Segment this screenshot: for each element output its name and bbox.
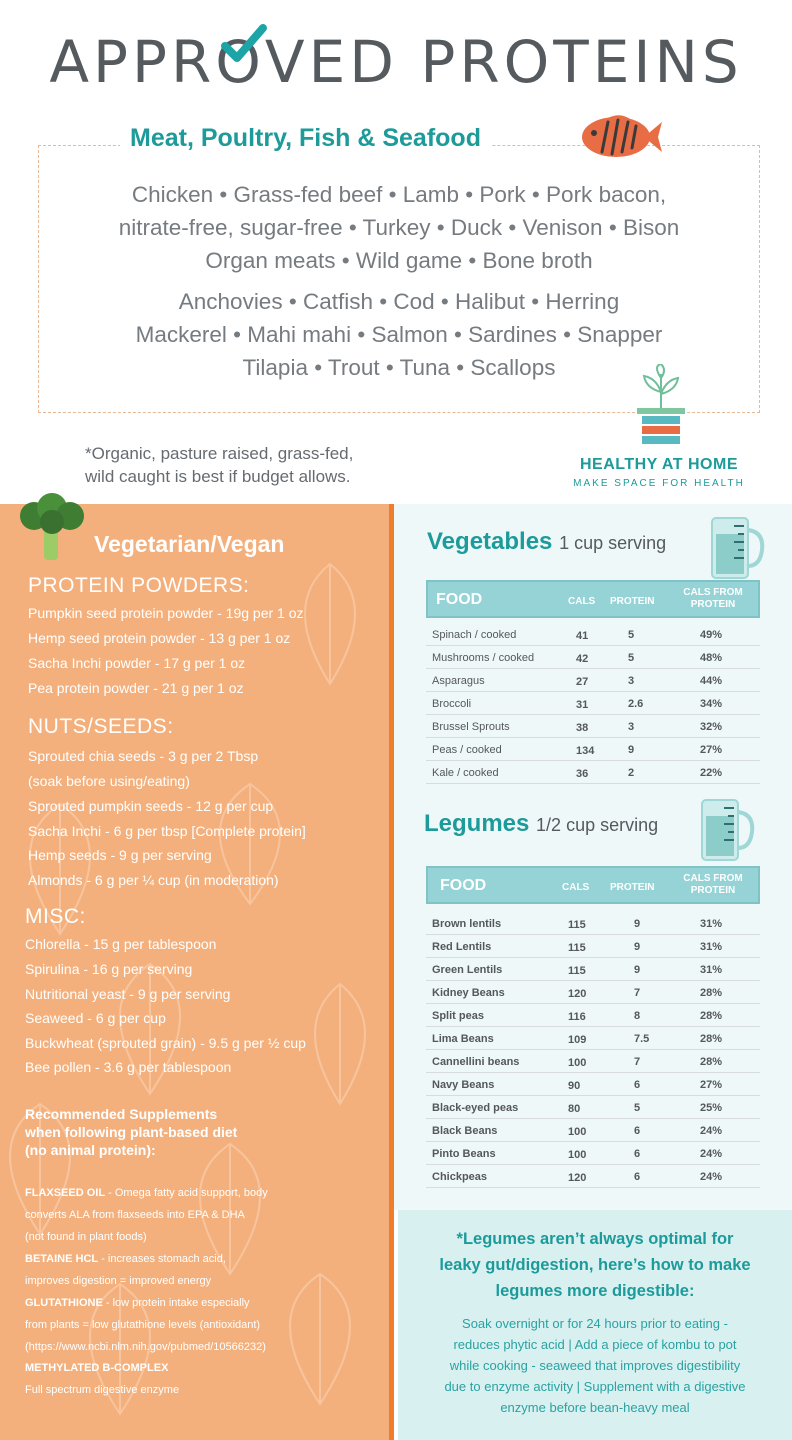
cell-food: Lima Beans [432, 1033, 494, 1045]
table-row [426, 935, 760, 958]
powder-item: Hemp seed protein powder - 13 g per 1 oz [28, 630, 291, 646]
supplement-line: from plants = low glutathione levels (antioxidant) [25, 1319, 261, 1331]
cell-pct: 32% [699, 721, 723, 733]
table-row [426, 1073, 760, 1096]
note-line-1: *Organic, pasture raised, grass-fed, [85, 444, 354, 463]
cell-protein: 2 [628, 767, 635, 779]
cell-food: Chickpeas [432, 1171, 488, 1183]
cell-protein: 9 [628, 744, 635, 756]
col-pct-line: CALS FROM [683, 873, 743, 884]
brand-tagline: MAKE SPACE FOR HEALTH [573, 478, 745, 489]
measuring-cup-icon [706, 514, 766, 580]
table-row [426, 1142, 760, 1165]
meat-heading: Meat, Poultry, Fish & Seafood [120, 124, 491, 153]
cell-pct: 31% [699, 964, 723, 976]
cell-protein: 3 [628, 675, 635, 687]
cell-food: Split peas [432, 1010, 484, 1022]
cell-protein: 5 [634, 1102, 641, 1114]
table-row [426, 912, 760, 935]
cell-cals: 134 [576, 745, 595, 757]
col-pct-line: CALS FROM [683, 587, 743, 598]
cell-cals: 120 [568, 988, 587, 1000]
powder-item: Pea protein powder - 21 g per 1 oz [28, 680, 244, 696]
cell-cals: 38 [576, 722, 589, 734]
sourcing-note [85, 442, 353, 488]
table-row [426, 1027, 760, 1050]
col-cals-from-protein [668, 587, 758, 611]
table-row [426, 1004, 760, 1027]
legumes-table [426, 866, 760, 1188]
cell-cals: 31 [576, 699, 589, 711]
cell-food: Broccoli [432, 698, 472, 710]
cell-protein: 9 [634, 941, 641, 953]
vegetarian-title: Vegetarian/Vegan [94, 531, 285, 557]
table-row [426, 623, 760, 646]
cell-pct: 31% [699, 941, 723, 953]
measuring-cup-icon [696, 796, 756, 862]
legume-tips [406, 1313, 784, 1418]
cell-pct: 44% [699, 675, 723, 687]
fish-icon [578, 112, 664, 162]
supplement-line: improves digestion = improved energy [25, 1275, 212, 1287]
table-row [426, 669, 760, 692]
brand-logo [562, 456, 756, 489]
cell-cals: 100 [568, 1126, 587, 1138]
nuts-seeds-heading: NUTS/SEEDS: [28, 715, 174, 738]
cell-protein: 7 [634, 987, 641, 999]
legumes-title [424, 810, 658, 838]
cell-cals: 42 [576, 653, 589, 665]
cell-pct: 24% [699, 1171, 723, 1183]
nuts-item: Sprouted pumpkin seeds - 12 g per cup [28, 798, 274, 814]
meat-list [38, 178, 760, 384]
cell-food: Cannellini beans [432, 1056, 520, 1068]
misc-item: Nutritional yeast - 9 g per serving [25, 986, 231, 1002]
col-protein: PROTEIN [610, 882, 655, 893]
cell-protein: 6 [634, 1079, 641, 1091]
cell-pct: 28% [699, 987, 723, 999]
cell-cals: 115 [568, 919, 586, 931]
cell-food: Peas / cooked [432, 744, 502, 756]
cell-protein: 3 [628, 721, 635, 733]
supplement-label: BETAINE HCL [25, 1253, 99, 1265]
tips-line: enzyme before bean-heavy meal [500, 1400, 690, 1415]
plant-pot-icon [634, 364, 688, 456]
legumes-title-text: Legumes [424, 810, 530, 837]
cell-pct: 27% [699, 744, 723, 756]
cell-food: Black-eyed peas [432, 1102, 519, 1114]
cell-food: Brussel Sprouts [432, 721, 510, 733]
cell-protein: 6 [634, 1125, 641, 1137]
cell-food: Kale / cooked [432, 767, 499, 779]
title-o-letter: O [215, 28, 265, 96]
cell-food: Asparagus [432, 675, 485, 687]
misc-item: Bee pollen - 3.6 g per tablespoon [25, 1059, 232, 1075]
supplement-betaine [25, 1253, 226, 1265]
cell-cals: 115 [568, 965, 586, 977]
vegetables-title [427, 528, 666, 556]
cell-protein: 5 [628, 652, 635, 664]
cell-cals: 115 [568, 942, 586, 954]
title-part-1: APPR [49, 28, 216, 96]
supplement-label: METHYLATED B-COMPLEX [25, 1362, 169, 1374]
protein-powders-heading: PROTEIN POWDERS: [28, 574, 250, 597]
warning-line: leaky gut/digestion, here’s how to make [439, 1256, 751, 1274]
cell-pct: 28% [699, 1010, 723, 1022]
meat-line-1: Chicken • Grass-fed beef • Lamb • Pork • Pork bacon, [131, 182, 667, 207]
cell-food: Mushrooms / cooked [432, 652, 535, 664]
supplement-line: converts ALA from flaxseeds into EPA & DHA [25, 1209, 245, 1221]
cell-food: Pinto Beans [432, 1148, 496, 1160]
legume-warning [398, 1226, 792, 1304]
legumes-table-header [426, 866, 760, 904]
cell-cals: 116 [568, 1011, 586, 1023]
fish-line-2: Mackerel • Mahi mahi • Salmon • Sardines • Snapper [135, 322, 663, 347]
supplement-methyl-b [25, 1362, 168, 1374]
misc-item: Seaweed - 6 g per cup [25, 1010, 166, 1026]
cell-food: Spinach / cooked [432, 629, 517, 641]
nuts-item: Hemp seeds - 9 g per serving [28, 847, 212, 863]
supplements-heading-line: Recommended Supplements [25, 1106, 218, 1122]
table-row [426, 646, 760, 669]
cell-pct: 25% [699, 1102, 723, 1114]
table-row [426, 1096, 760, 1119]
cell-cals: 90 [568, 1080, 581, 1092]
cell-cals: 80 [568, 1103, 581, 1115]
note-line-2: wild caught is best if budget allows. [85, 467, 351, 486]
supplement-label: GLUTATHIONE [25, 1297, 103, 1309]
legumes-serving: 1/2 cup serving [536, 815, 659, 835]
vegetables-title-text: Vegetables [427, 528, 553, 555]
tips-line: while cooking - seaweed that improves digestibility [449, 1358, 741, 1373]
cell-protein: 7.5 [634, 1033, 650, 1045]
cell-pct: 34% [699, 698, 723, 710]
cell-pct: 27% [699, 1079, 723, 1091]
cell-protein: 6 [634, 1171, 641, 1183]
misc-item: Buckwheat (sprouted grain) - 9.5 g per ½ cup [25, 1035, 306, 1051]
cell-food: Navy Beans [432, 1079, 495, 1091]
supplements-heading-line: (no animal protein): [25, 1142, 156, 1158]
meat-line-3: Organ meats • Wild game • Bone broth [205, 248, 593, 273]
vegetables-table-header [426, 580, 760, 618]
supplement-text: - Omega fatty acid support, body [105, 1187, 268, 1199]
supplement-text: - low protein intake especially [102, 1297, 250, 1309]
col-cals: CALS [568, 596, 596, 607]
warning-line: legumes more digestible: [495, 1282, 695, 1300]
cell-cals: 100 [568, 1149, 587, 1161]
cell-cals: 120 [568, 1172, 587, 1184]
cell-protein: 7 [634, 1056, 641, 1068]
cell-protein: 9 [634, 918, 641, 930]
supplement-text: - increases stomach acid, [98, 1253, 226, 1265]
vegetables-table [426, 580, 760, 784]
supplement-label: FLAXSEED OIL [25, 1187, 106, 1199]
supplements-heading-line: when following plant-based diet [25, 1124, 238, 1140]
col-food: FOOD [440, 877, 487, 894]
cell-cals: 109 [568, 1034, 587, 1046]
tips-line: Soak overnight or for 24 hours prior to eating - [462, 1316, 728, 1331]
tips-line: reduces phytic acid | Add a piece of kombu to pot [453, 1337, 737, 1352]
powder-item: Pumpkin seed protein powder - 19g per 1 oz [28, 605, 304, 621]
supplement-glutathione [25, 1297, 250, 1309]
fish-line-3: Tilapia • Trout • Tuna • Scallops [242, 355, 556, 380]
title-o [215, 28, 265, 96]
cell-protein: 5 [628, 629, 635, 641]
tips-line: due to enzyme activity | Supplement with a digestive [444, 1379, 746, 1394]
nuts-item: Sacha Inchi - 6 g per tbsp [Complete protein] [28, 823, 306, 839]
broccoli-icon [12, 492, 92, 562]
supplement-enzyme: Full spectrum digestive enzyme [25, 1384, 180, 1396]
cell-food: Green Lentils [432, 964, 503, 976]
table-row [426, 761, 760, 784]
cell-pct: 24% [699, 1125, 723, 1137]
cell-pct: 24% [699, 1148, 723, 1160]
table-row [426, 715, 760, 738]
table-row [426, 692, 760, 715]
misc-item: Chlorella - 15 g per tablespoon [25, 936, 217, 952]
brand-name: HEALTHY AT HOME [579, 456, 738, 473]
cell-pct: 31% [699, 918, 723, 930]
cell-protein: 8 [634, 1010, 641, 1022]
title-part-2: VED PROTEINS [264, 28, 743, 96]
cell-cals: 41 [576, 630, 589, 642]
cell-cals: 36 [576, 768, 589, 780]
table-row [426, 1165, 760, 1188]
table-row [426, 738, 760, 761]
cell-food: Brown lentils [432, 918, 502, 930]
col-cals: CALS [562, 882, 590, 893]
cell-pct: 48% [699, 652, 723, 664]
cell-cals: 100 [568, 1057, 587, 1069]
cell-pct: 28% [699, 1033, 723, 1045]
checkmark-icon [217, 22, 267, 68]
misc-heading: MISC: [25, 905, 86, 928]
supplement-flaxseed [25, 1187, 268, 1199]
supplements-heading [25, 1105, 237, 1159]
meat-line-2: nitrate-free, sugar-free • Turkey • Duck • Venison • Bison [118, 215, 680, 240]
table-row [426, 981, 760, 1004]
table-row [426, 958, 760, 981]
fish-line-1: Anchovies • Catfish • Cod • Halibut • Herring [178, 289, 620, 314]
cell-cals: 27 [576, 676, 589, 688]
supplement-line: (https://www.ncbi.nlm.nih.gov/pubmed/10566232) [25, 1341, 266, 1353]
cell-pct: 28% [699, 1056, 723, 1068]
col-cals-from-protein [668, 873, 758, 897]
nuts-item: Sprouted chia seeds - 3 g per 2 Tbsp [28, 748, 259, 764]
col-protein: PROTEIN [610, 596, 655, 607]
page-title [0, 28, 792, 96]
col-pct-line: PROTEIN [690, 885, 736, 896]
cell-pct: 22% [699, 767, 723, 779]
supplement-line: (not found in plant foods) [25, 1231, 147, 1243]
col-pct-line: PROTEIN [690, 599, 736, 610]
nuts-item: Almonds - 6 g per ¼ cup (in moderation) [28, 872, 279, 888]
table-row [426, 1119, 760, 1142]
powder-item: Sacha Inchi powder - 17 g per 1 oz [28, 655, 246, 671]
nuts-item: (soak before using/eating) [28, 773, 190, 789]
col-food: FOOD [436, 591, 483, 608]
cell-pct: 49% [699, 629, 723, 641]
warning-line: *Legumes aren’t always optimal for [456, 1230, 734, 1248]
misc-item: Spirulina - 16 g per serving [25, 961, 193, 977]
cell-food: Red Lentils [432, 941, 492, 953]
cell-food: Kidney Beans [432, 987, 505, 999]
cell-protein: 6 [634, 1148, 641, 1160]
vegetables-serving: 1 cup serving [559, 533, 667, 553]
table-row [426, 1050, 760, 1073]
cell-protein: 9 [634, 964, 641, 976]
cell-protein: 2.6 [628, 698, 644, 710]
cell-food: Black Beans [432, 1125, 498, 1137]
